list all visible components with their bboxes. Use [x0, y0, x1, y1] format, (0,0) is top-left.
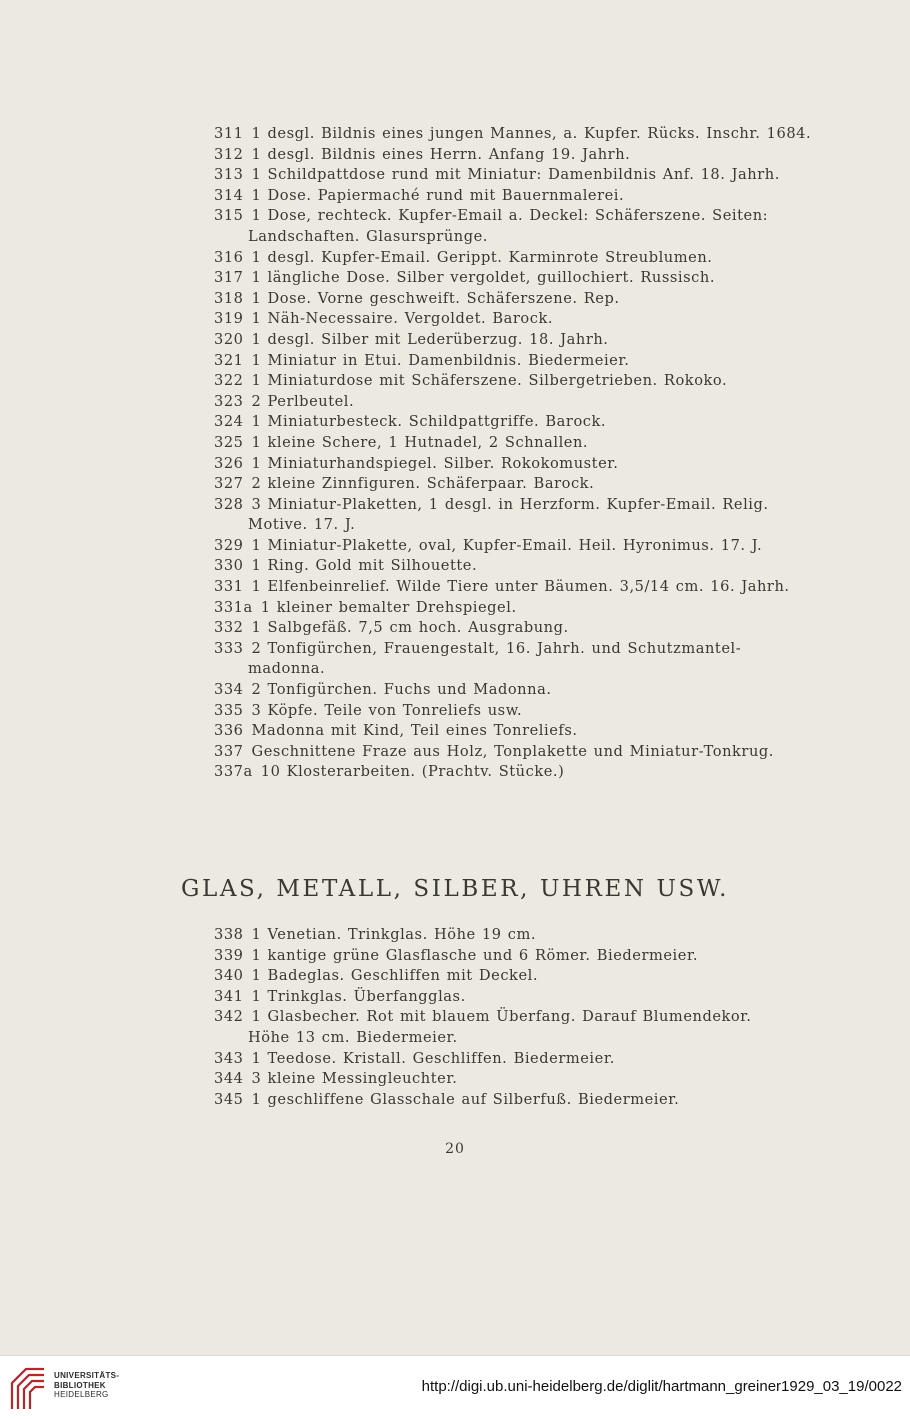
catalog-entry: [214, 371, 814, 392]
entry-description: 1 Dose, rechteck. Kupfer-Email a. Deckel: Schäferszene. Seiten:: [251, 207, 769, 225]
entry-number: 342: [214, 1008, 244, 1026]
library-name: [54, 1371, 119, 1400]
entry-number: 311: [214, 125, 244, 142]
entry-description: 1 Miniaturbesteck. Schildpattgriffe. Barock.: [251, 413, 607, 431]
catalog-entry: [214, 186, 814, 207]
catalog-entry: [214, 742, 814, 763]
entry-number: 345: [214, 1090, 244, 1108]
catalog-entry: [214, 577, 814, 598]
catalog-entry: [214, 392, 814, 413]
entry-number: 315: [214, 207, 244, 225]
entry-number: 326: [214, 454, 244, 472]
entry-number: 314: [214, 186, 244, 204]
entry-number: 325: [214, 433, 244, 451]
entry-number: 320: [214, 330, 244, 348]
catalog-entry: [214, 289, 814, 310]
entry-description: 1 Badeglas. Geschliffen mit Deckel.: [251, 967, 539, 985]
footer-bar: [0, 1355, 910, 1419]
catalog-entry: [214, 966, 814, 987]
entry-description: 3 Miniatur-Plaketten, 1 desgl. in Herzform. Kupfer-Email. Relig.: [251, 495, 769, 513]
entry-number: 322: [214, 372, 244, 390]
catalog-entry: [214, 145, 814, 166]
entry-number: 328: [214, 495, 244, 513]
catalog-entry: [214, 536, 814, 557]
catalog-entry: [214, 639, 814, 660]
catalog-entry: [214, 268, 814, 289]
entry-number: 319: [214, 310, 244, 328]
entry-description: 1 desgl. Kupfer-Email. Gerippt. Karminrote Streublumen.: [251, 248, 713, 266]
entry-description: 1 Salbgefäß. 7,5 cm hoch. Ausgrabung.: [251, 619, 569, 637]
entry-number: 343: [214, 1049, 244, 1067]
entry-number: 323: [214, 392, 244, 410]
entry-description: 1 Venetian. Trinkglas. Höhe 19 cm.: [251, 926, 537, 943]
entry-description: Madonna mit Kind, Teil eines Tonreliefs.: [251, 722, 578, 740]
entry-continuation: Höhe 13 cm. Biedermeier.: [248, 1028, 458, 1046]
catalog-entry: [214, 330, 814, 351]
catalog-entry: [214, 925, 814, 946]
entry-description: 1 geschliffene Glasschale auf Silberfuß. Biedermeier.: [251, 1090, 680, 1108]
catalog-entry: [214, 454, 814, 475]
catalog-entry: [214, 721, 814, 742]
catalog-entry: [214, 1090, 814, 1111]
catalog-entry: [214, 987, 814, 1008]
entry-number: 336: [214, 722, 244, 740]
catalog-entry: [214, 618, 814, 639]
entry-description: 1 desgl. Bildnis eines Herrn. Anfang 19. Jahrh.: [251, 145, 631, 163]
entry-description: 2 Tonfigürchen, Frauengestalt, 16. Jahrh. und Schutzmantel-: [251, 639, 742, 657]
entry-description: 1 desgl. Silber mit Lederüberzug. 18. Jahrh.: [251, 330, 609, 348]
catalog-entry: [214, 1007, 814, 1028]
section-heading: GLAS, METALL, SILBER, UHREN USW.: [180, 876, 730, 902]
entry-description: 1 Näh-Necessaire. Vergoldet. Barock.: [251, 310, 554, 328]
entry-description: 1 Miniatur in Etui. Damenbildnis. Biedermeier.: [251, 351, 630, 369]
entry-description: 1 Ring. Gold mit Silhouette.: [251, 557, 478, 575]
source-url-link[interactable]: http://digi.ub.uni-heidelberg.de/diglit/hartmann_greiner1929_03_19/0022: [421, 1378, 902, 1395]
entry-description: 1 Dose. Vorne geschweift. Schäferszene. Rep.: [251, 289, 620, 307]
entry-description: 1 Schildpattdose rund mit Miniatur: Damenbildnis Anf. 18. Jahrh.: [251, 166, 780, 184]
catalog-entry: [214, 433, 814, 454]
entry-description: 1 Glasbecher. Rot mit blauem Überfang. Darauf Blumendekor.: [251, 1008, 752, 1026]
catalog-entry: [214, 680, 814, 701]
catalog-entry: [214, 701, 814, 722]
entry-description: 1 kleine Schere, 1 Hutnadel, 2 Schnallen.: [251, 433, 589, 451]
library-name-line3: HEIDELBERG: [54, 1390, 109, 1399]
entry-number: 338: [214, 926, 244, 943]
entry-description: 1 kantige grüne Glasflasche und 6 Römer. Biedermeier.: [251, 946, 699, 964]
entry-number: 316: [214, 248, 244, 266]
catalog-entry: [214, 1049, 814, 1070]
entry-description: 1 längliche Dose. Silber vergoldet, guillochiert. Russisch.: [251, 269, 716, 287]
entry-description: Geschnittene Fraze aus Holz, Tonplakette und Miniatur-Tonkrug.: [251, 742, 774, 760]
catalog-entry: [214, 1069, 814, 1090]
entry-number: 331a: [214, 598, 253, 616]
entry-description: 1 Miniaturdose mit Schäferszene. Silbergetrieben. Rokoko.: [251, 372, 728, 390]
catalog-entry: [214, 495, 814, 516]
catalog-entry: [214, 309, 814, 330]
entry-description: 2 Perlbeutel.: [251, 392, 355, 410]
entry-description: 1 Trinkglas. Überfangglas.: [251, 987, 466, 1005]
entry-description: 1 Miniatur-Plakette, oval, Kupfer-Email. Heil. Hyronimus. 17. J.: [251, 536, 763, 554]
entry-number: 324: [214, 413, 244, 431]
entry-number: 332: [214, 619, 244, 637]
entry-description: 1 Elfenbeinrelief. Wilde Tiere unter Bäumen. 3,5/14 cm. 16. Jahrh.: [251, 578, 790, 596]
entry-description: 2 kleine Zinnfiguren. Schäferpaar. Barock.: [251, 475, 595, 493]
catalog-entries-list: [214, 124, 814, 783]
catalog-entry: [214, 946, 814, 967]
entry-number: 334: [214, 681, 244, 699]
entry-number: 313: [214, 166, 244, 184]
entry-description: 10 Klosterarbeiten. (Prachtv. Stücke.): [260, 763, 565, 781]
entry-continuation: Landschaften. Glasursprünge.: [248, 227, 488, 245]
catalog-entry: [214, 412, 814, 433]
entry-continuation: madonna.: [248, 660, 326, 678]
entry-number: 335: [214, 701, 244, 719]
catalog-entries-list-glass: [214, 925, 814, 1110]
entry-number: 312: [214, 145, 244, 163]
entry-description: 1 Dose. Papiermaché rund mit Bauernmalerei.: [251, 186, 625, 204]
entry-number: 318: [214, 289, 244, 307]
entry-number: 341: [214, 987, 244, 1005]
entry-number: 331: [214, 578, 244, 596]
catalog-entry: [214, 474, 814, 495]
catalog-entry: [214, 124, 814, 145]
entry-number: 329: [214, 536, 244, 554]
entry-description: 3 Köpfe. Teile von Tonreliefs usw.: [251, 701, 523, 719]
library-logo-icon: [8, 1363, 48, 1411]
entry-number: 333: [214, 639, 244, 657]
catalog-entry: [214, 206, 814, 227]
entry-description: 1 kleiner bemalter Drehspiegel.: [260, 598, 517, 616]
entry-number: 330: [214, 557, 244, 575]
entry-number: 321: [214, 351, 244, 369]
library-name-line1: UNIVERSITÄTS-: [54, 1371, 120, 1380]
entry-number: 317: [214, 269, 244, 287]
catalog-entry: [214, 762, 814, 783]
catalog-entry: [214, 598, 814, 619]
entry-description: 1 Teedose. Kristall. Geschliffen. Biedermeier.: [251, 1049, 615, 1067]
catalog-entry: [214, 165, 814, 186]
page-number: 20: [445, 1141, 465, 1157]
catalog-entry: [214, 351, 814, 372]
library-name-line2: BIBLIOTHEK: [54, 1380, 106, 1390]
entry-number: 337: [214, 742, 244, 760]
entry-description: 1 desgl. Bildnis eines jungen Mannes, a. Kupfer. Rücks. Inschr. 1684.: [251, 125, 812, 142]
entry-number: 344: [214, 1070, 244, 1088]
entry-number: 340: [214, 967, 244, 985]
entry-number: 337a: [214, 763, 253, 781]
entry-number: 339: [214, 946, 244, 964]
catalog-entry: [214, 556, 814, 577]
entry-description: 1 Miniaturhandspiegel. Silber. Rokokomuster.: [251, 454, 619, 472]
entry-continuation: Motive. 17. J.: [248, 516, 356, 534]
catalog-entry: [214, 248, 814, 269]
entry-number: 327: [214, 475, 244, 493]
entry-description: 3 kleine Messingleuchter.: [251, 1070, 458, 1088]
entry-description: 2 Tonfigürchen. Fuchs und Madonna.: [251, 681, 552, 699]
